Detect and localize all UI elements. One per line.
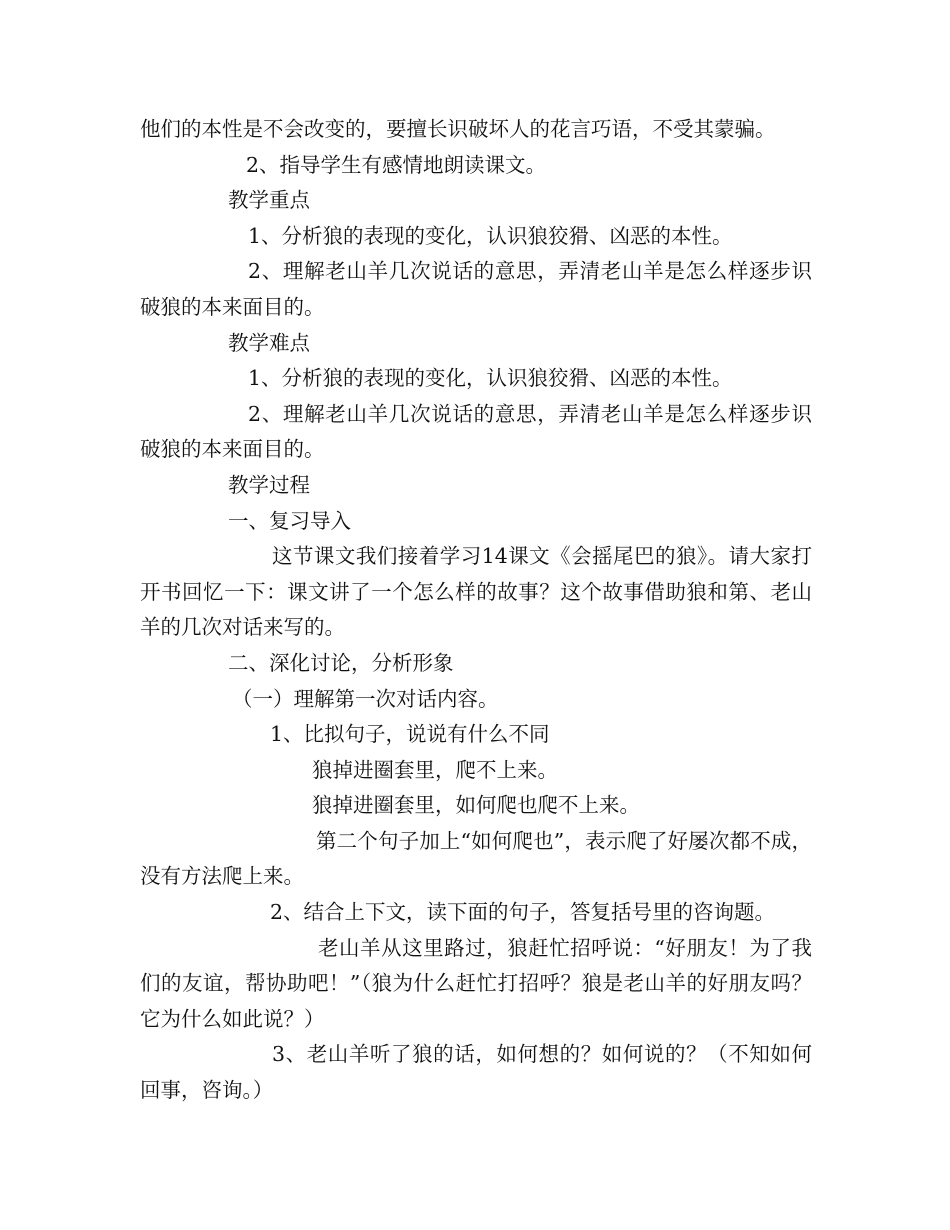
subsection-first-dialogue: （一）理解第一次对话内容。 [232, 686, 499, 711]
paragraph-review-text: 这节课文我们接着学习14课文《会摇尾巴的狼》。请大家打开书回忆一下：课文讲了一个怎么样的故事？这个故事借助狼和第、老山羊的几次对话来写的。 [140, 544, 812, 640]
document-body [140, 112, 812, 1109]
paragraph-objective-2: 2、指导学生有感情地朗读课文。 [246, 152, 547, 177]
item-compare-sentences: 1、比拟句子，说说有什么不同 [270, 722, 550, 747]
section-discussion: 二、深化讨论，分析形象 [228, 650, 454, 675]
paragraph-quote-questions: 老山羊从这里路过，狼赶忙招呼说：“好朋友！为了我们的友谊，帮协助吧！”（狼为什么赶忙打招呼？狼是老山羊的好朋友吗？它为什么如此说？） [140, 935, 812, 1031]
focus-item-1: 1、分析狼的表现的变化，认识狼狡猾、凶恶的本性。 [248, 223, 733, 248]
example-sentence-1: 狼掉进圈套里，爬不上来。 [312, 757, 558, 782]
heading-teaching-focus: 教学重点 [228, 188, 310, 213]
difficulty-item-2: 2、理解老山羊几次说话的意思，弄清老山羊是怎么样逐步识破狼的本来面目的。 [140, 401, 812, 462]
item-context-reading: 2、结合上下文，读下面的句子，答复括号里的咨询题。 [270, 900, 776, 925]
focus-item-2: 2、理解老山羊几次说话的意思，弄清老山羊是怎么样逐步识破狼的本来面目的。 [140, 259, 812, 319]
paragraph-continuation: 他们的本性是不会改变的，要擅长识破坏人的花言巧语，不受其蒙骗。 [140, 117, 776, 141]
item-goat-response: 3、老山羊听了狼的话，如何想的？如何说的？（不知如何回事，咨询。） [140, 1042, 812, 1103]
example-sentence-2: 狼掉进圈套里，如何爬也爬不上来。 [312, 793, 640, 818]
paragraph-sentence-explanation: 第二个句子加上“如何爬也”，表示爬了好屡次都不成，没有方法爬上来。 [140, 828, 812, 889]
heading-teaching-process: 教学过程 [228, 472, 310, 497]
difficulty-item-1: 1、分析狼的表现的变化，认识狼狡猾、凶恶的本性。 [248, 366, 733, 391]
section-review-intro: 一、复习导入 [228, 508, 351, 533]
heading-teaching-difficulty: 教学难点 [228, 330, 310, 355]
